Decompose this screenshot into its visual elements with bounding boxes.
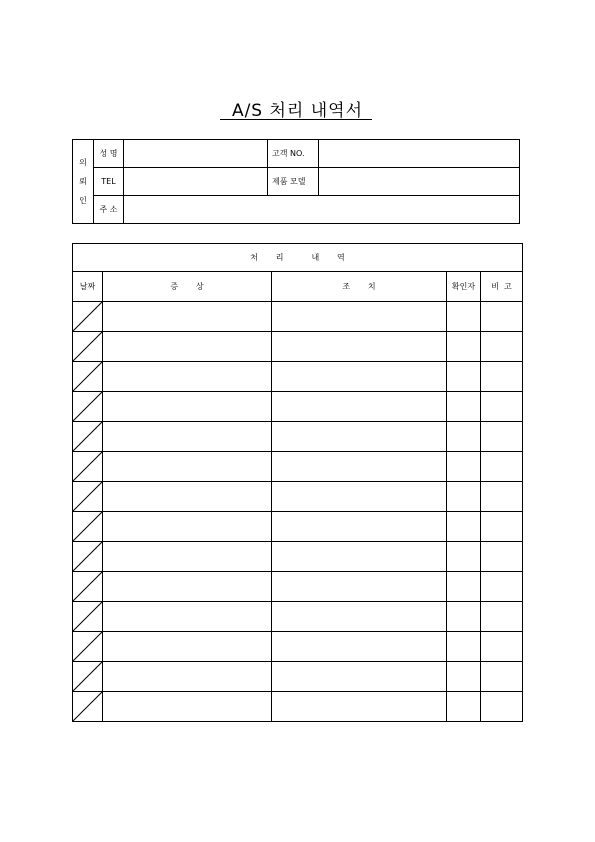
action-cell[interactable] (272, 332, 447, 362)
name-field[interactable] (124, 140, 268, 168)
remarks-cell[interactable] (481, 452, 523, 482)
symptom-cell[interactable] (103, 602, 272, 632)
log-row (73, 392, 523, 422)
symptom-cell[interactable] (103, 332, 272, 362)
date-slash-line (73, 482, 102, 511)
product-model-label: 제품 모델 (268, 168, 319, 196)
confirmer-cell[interactable] (447, 542, 481, 572)
col-header-action: 조 치 (272, 272, 447, 302)
date-slash-line (73, 602, 102, 631)
date-cell[interactable] (73, 392, 103, 422)
log-row (73, 512, 523, 542)
symptom-cell[interactable] (103, 452, 272, 482)
confirmer-cell[interactable] (447, 362, 481, 392)
date-cell[interactable] (73, 542, 103, 572)
confirmer-cell[interactable] (447, 452, 481, 482)
date-slash-line (73, 542, 102, 571)
title-underline (220, 119, 372, 120)
document-title: A/S 처리 내역서 (231, 101, 364, 121)
remarks-cell[interactable] (481, 512, 523, 542)
date-cell[interactable] (73, 692, 103, 722)
date-cell[interactable] (73, 572, 103, 602)
service-log-table (72, 243, 523, 722)
remarks-cell[interactable] (481, 332, 523, 362)
date-slash-line (73, 452, 102, 481)
remarks-cell[interactable] (481, 362, 523, 392)
remarks-cell[interactable] (481, 542, 523, 572)
address-field[interactable] (124, 196, 520, 224)
customer-no-label: 고객 NO. (268, 140, 319, 168)
name-label: 성 명 (94, 140, 124, 168)
date-cell[interactable] (73, 602, 103, 632)
confirmer-cell[interactable] (447, 662, 481, 692)
symptom-cell[interactable] (103, 482, 272, 512)
remarks-cell[interactable] (481, 302, 523, 332)
symptom-cell[interactable] (103, 512, 272, 542)
log-row (73, 662, 523, 692)
action-cell[interactable] (272, 422, 447, 452)
action-cell[interactable] (272, 392, 447, 422)
date-cell[interactable] (73, 482, 103, 512)
date-cell[interactable] (73, 362, 103, 392)
product-model-field[interactable] (319, 168, 520, 196)
action-cell[interactable] (272, 302, 447, 332)
date-cell[interactable] (73, 422, 103, 452)
col-header-confirmer: 확인자 (447, 272, 481, 302)
confirmer-cell[interactable] (447, 692, 481, 722)
action-cell[interactable] (272, 362, 447, 392)
log-row (73, 572, 523, 602)
requester-side-label (73, 140, 94, 224)
requester-side-char: 뢰 (79, 177, 87, 186)
date-slash-line (73, 302, 102, 331)
remarks-cell[interactable] (481, 392, 523, 422)
log-heading: 처 리 내 역 (73, 244, 523, 272)
date-slash-line (73, 662, 102, 691)
confirmer-cell[interactable] (447, 302, 481, 332)
confirmer-cell[interactable] (447, 422, 481, 452)
confirmer-cell[interactable] (447, 572, 481, 602)
col-header-symptom: 증 상 (103, 272, 272, 302)
log-row (73, 602, 523, 632)
tel-field[interactable] (124, 168, 268, 196)
date-cell[interactable] (73, 302, 103, 332)
requester-side-char: 인 (79, 196, 87, 205)
action-cell[interactable] (272, 542, 447, 572)
date-slash-line (73, 572, 102, 601)
symptom-cell[interactable] (103, 662, 272, 692)
symptom-cell[interactable] (103, 632, 272, 662)
action-cell[interactable] (272, 512, 447, 542)
symptom-cell[interactable] (103, 422, 272, 452)
action-cell[interactable] (272, 452, 447, 482)
requester-side-char: 의 (79, 158, 87, 167)
symptom-cell[interactable] (103, 542, 272, 572)
remarks-cell[interactable] (481, 422, 523, 452)
col-header-remarks: 비 고 (481, 272, 523, 302)
date-cell[interactable] (73, 452, 103, 482)
date-cell[interactable] (73, 662, 103, 692)
date-slash-line (73, 392, 102, 421)
remarks-cell[interactable] (481, 662, 523, 692)
log-row (73, 542, 523, 572)
tel-label: TEL (94, 168, 124, 196)
log-row (73, 692, 523, 722)
symptom-cell[interactable] (103, 302, 272, 332)
log-row (73, 632, 523, 662)
date-slash-line (73, 422, 102, 451)
confirmer-cell[interactable] (447, 602, 481, 632)
customer-no-field[interactable] (319, 140, 520, 168)
col-header-date: 날짜 (73, 272, 103, 302)
requester-table (72, 139, 520, 224)
remarks-cell[interactable] (481, 692, 523, 722)
remarks-cell[interactable] (481, 602, 523, 632)
confirmer-cell[interactable] (447, 512, 481, 542)
date-cell[interactable] (73, 332, 103, 362)
symptom-cell[interactable] (103, 392, 272, 422)
action-cell[interactable] (272, 692, 447, 722)
confirmer-cell[interactable] (447, 482, 481, 512)
log-row (73, 302, 523, 332)
action-cell[interactable] (272, 662, 447, 692)
confirmer-cell[interactable] (447, 632, 481, 662)
address-label: 주 소 (94, 196, 124, 224)
action-cell[interactable] (272, 602, 447, 632)
action-cell[interactable] (272, 632, 447, 662)
log-row (73, 332, 523, 362)
symptom-cell[interactable] (103, 692, 272, 722)
symptom-cell[interactable] (103, 572, 272, 602)
date-slash-line (73, 362, 102, 391)
log-row (73, 362, 523, 392)
remarks-cell[interactable] (481, 482, 523, 512)
remarks-cell[interactable] (481, 632, 523, 662)
log-row (73, 452, 523, 482)
date-slash-line (73, 692, 102, 721)
log-row (73, 482, 523, 512)
date-slash-line (73, 512, 102, 541)
date-slash-line (73, 332, 102, 361)
date-slash-line (73, 632, 102, 661)
log-row (73, 422, 523, 452)
remarks-cell[interactable] (481, 572, 523, 602)
date-cell[interactable] (73, 632, 103, 662)
action-cell[interactable] (272, 572, 447, 602)
confirmer-cell[interactable] (447, 392, 481, 422)
symptom-cell[interactable] (103, 362, 272, 392)
action-cell[interactable] (272, 482, 447, 512)
date-cell[interactable] (73, 512, 103, 542)
confirmer-cell[interactable] (447, 332, 481, 362)
